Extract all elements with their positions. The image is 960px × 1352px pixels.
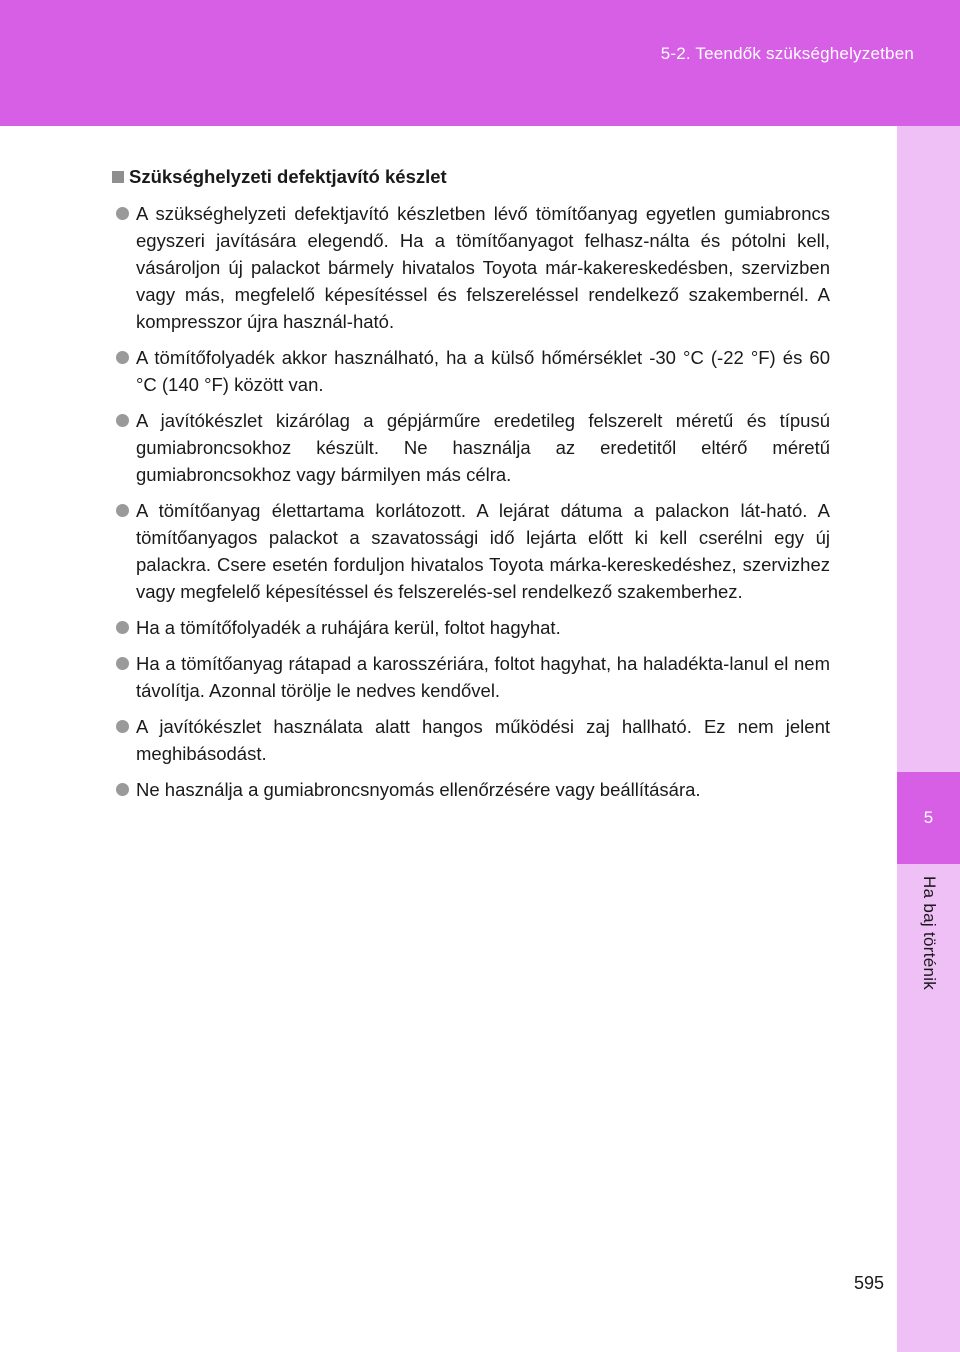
chapter-title: Ha baj történik <box>920 876 939 991</box>
circle-bullet-icon <box>116 351 129 364</box>
main-content <box>112 164 830 812</box>
circle-bullet-icon <box>116 207 129 220</box>
circle-bullet-icon <box>116 783 129 796</box>
list-item-text: A szükséghelyzeti defektjavító készletben lévő tömítőanyag egyetlen gumiabroncs egyszeri javítására elegendő. Ha a tömítőanyagot felhasz-nálta és pótolni kell, vásároljon új palackot bármely hivatalos Toyota már-kakereskedésben, szervizben vagy más, megfelelő képesítéssel és felszereléssel rendelkező szakembernél. A kompresszor újra használ-ható. <box>136 203 830 332</box>
list-item <box>112 614 830 641</box>
list-item <box>112 407 830 488</box>
side-strip <box>897 126 960 1352</box>
list-item <box>112 650 830 704</box>
circle-bullet-icon <box>116 504 129 517</box>
list-item-text: A javítókészlet használata alatt hangos működési zaj hallható. Ez nem jelent meghibásodást. <box>136 716 830 764</box>
list-item <box>112 344 830 398</box>
list-item-text: Ha a tömítőanyag rátapad a karosszériára, foltot hagyhat, ha haladékta-lanul el nem távolítja. Azonnal törölje le nedves kendővel. <box>136 653 830 701</box>
list-item-text: A tömítőanyag élettartama korlátozott. A lejárat dátuma a palackon lát-ható. A tömítőanyagos palackot a szavatossági idő lejárta előtt ki kell cserélni egy új palackra. Csere esetén forduljon hivatalos Toyota márka-kereskedéshez, szervizhez vagy megfelelő képesítéssel és felszerelés-sel rendelkező szakemberhez. <box>136 500 830 602</box>
list-item <box>112 776 830 803</box>
list-item <box>112 713 830 767</box>
list-item <box>112 200 830 335</box>
page-number: 595 <box>853 1273 884 1293</box>
circle-bullet-icon <box>116 720 129 733</box>
list-item <box>112 497 830 605</box>
list-item-text: A tömítőfolyadék akkor használható, ha a külső hőmérséklet -30 °C (-22 °F) és 60 °C (140 °F) között van. <box>136 347 830 395</box>
list-item-text: Ha a tömítőfolyadék a ruhájára kerül, foltot hagyhat. <box>136 617 561 638</box>
circle-bullet-icon <box>116 414 129 427</box>
list-item-text: Ne használja a gumiabroncsnyomás ellenőrzésére vagy beállítására. <box>136 779 701 800</box>
section-title: 5-2. Teendők szükséghelyzetben <box>660 44 914 63</box>
chapter-tab <box>897 772 960 864</box>
chapter-number: 5 <box>923 808 934 827</box>
bullet-list <box>112 200 830 803</box>
circle-bullet-icon <box>116 621 129 634</box>
square-bullet-icon <box>112 171 124 183</box>
circle-bullet-icon <box>116 657 129 670</box>
list-item-text: A javítókészlet kizárólag a gépjárműre eredetileg felszerelt méretű és típusú gumiabroncsokhoz készült. Ne használja az eredetitől eltérő méretű gumiabroncsokhoz vagy bármilyen más célra. <box>136 410 830 485</box>
heading-text: Szükséghelyzeti defektjavító készlet <box>129 166 447 187</box>
section-heading <box>112 164 830 190</box>
